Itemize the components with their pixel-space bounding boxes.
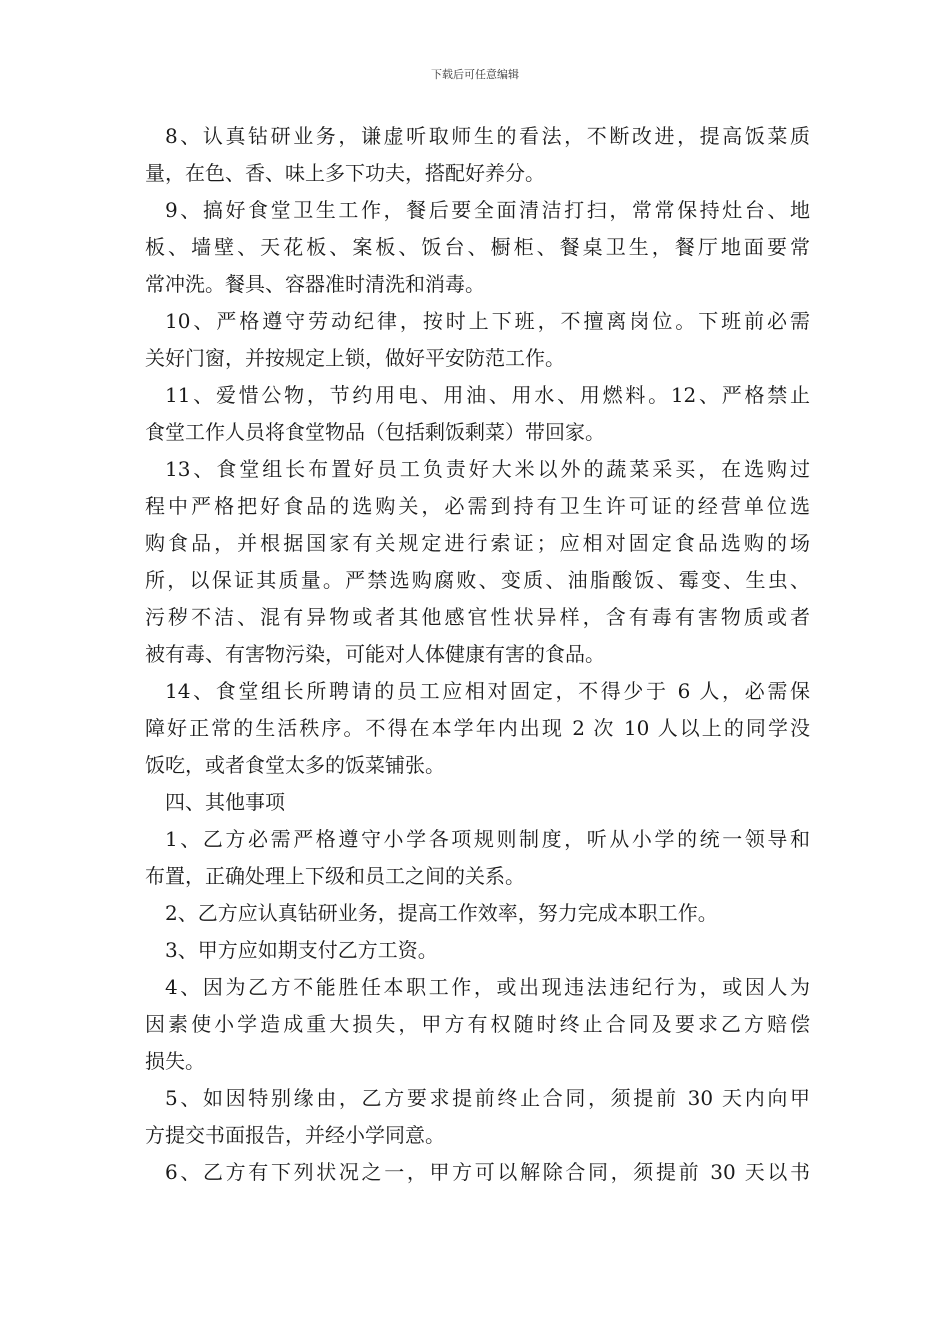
text-line: 10、严格遵守劳动纪律，按时上下班，不擅离岗位。下班前必需 xyxy=(165,309,810,333)
page-header: 下载后可任意编辑 xyxy=(431,68,519,81)
text-line: 方提交书面报告，并经小学同意。 xyxy=(145,1123,445,1147)
text-line: 布置，正确处理上下级和员工之间的关系。 xyxy=(145,864,525,888)
text-line: 所，以保证其质量。严禁选购腐败、变质、油脂酸饭、霉变、生虫、 xyxy=(145,568,810,592)
text-line: 因素使小学造成重大损失，甲方有权随时终止合同及要求乙方赔偿 xyxy=(145,1012,810,1036)
text-line: 8、认真钻研业务，谦虚听取师生的看法，不断改进，提高饭菜质 xyxy=(165,124,810,148)
text-line: 11、爱惜公物，节约用电、用油、用水、用燃料。12、严格禁止 xyxy=(165,383,810,407)
text-line: 购食品，并根据国家有关规定进行索证；应相对固定食品选购的场 xyxy=(145,531,810,555)
text-line: 被有毒、有害物污染，可能对人体健康有害的食品。 xyxy=(145,642,605,666)
text-line: 6、乙方有下列状况之一，甲方可以解除合同，须提前 30 天以书 xyxy=(165,1160,810,1184)
text-line: 饭吃，或者食堂太多的饭菜铺张。 xyxy=(145,753,445,777)
text-line: 障好正常的生活秩序。不得在本学年内出现 2 次 10 人以上的同学没 xyxy=(145,716,810,740)
text-line: 13、食堂组长布置好员工负责好大米以外的蔬菜采买，在选购过 xyxy=(165,457,810,481)
text-line: 5、如因特别缘由，乙方要求提前终止合同，须提前 30 天内向甲 xyxy=(165,1086,810,1110)
text-line: 9、搞好食堂卫生工作，餐后要全面清洁打扫，常常保持灶台、地 xyxy=(165,198,810,222)
text-line: 损失。 xyxy=(145,1049,205,1073)
text-line: 四、其他事项 xyxy=(165,790,285,814)
text-line: 1、乙方必需严格遵守小学各项规则制度，听从小学的统一领导和 xyxy=(165,827,810,851)
text-line: 常冲洗。餐具、容器准时清洗和消毒。 xyxy=(145,272,485,296)
text-line: 量，在色、香、味上多下功夫，搭配好养分。 xyxy=(145,161,545,185)
text-line: 3、甲方应如期支付乙方工资。 xyxy=(165,938,438,962)
text-line: 2、乙方应认真钻研业务，提高工作效率，努力完成本职工作。 xyxy=(165,901,718,925)
text-line: 板、墙壁、天花板、案板、饭台、橱柜、餐桌卫生，餐厅地面要常 xyxy=(145,235,810,259)
text-line: 食堂工作人员将食堂物品（包括剩饭剩菜）带回家。 xyxy=(145,420,605,444)
text-line: 4、因为乙方不能胜任本职工作，或出现违法违纪行为，或因人为 xyxy=(165,975,810,999)
document-body xyxy=(145,118,810,1191)
text-line: 污秽不洁、混有异物或者其他感官性状异样，含有毒有害物质或者 xyxy=(145,605,810,629)
text-line: 关好门窗，并按规定上锁，做好平安防范工作。 xyxy=(145,346,565,370)
text-line: 程中严格把好食品的选购关，必需到持有卫生许可证的经营单位选 xyxy=(145,494,810,518)
text-line: 14、食堂组长所聘请的员工应相对固定，不得少于 6 人，必需保 xyxy=(165,679,810,703)
